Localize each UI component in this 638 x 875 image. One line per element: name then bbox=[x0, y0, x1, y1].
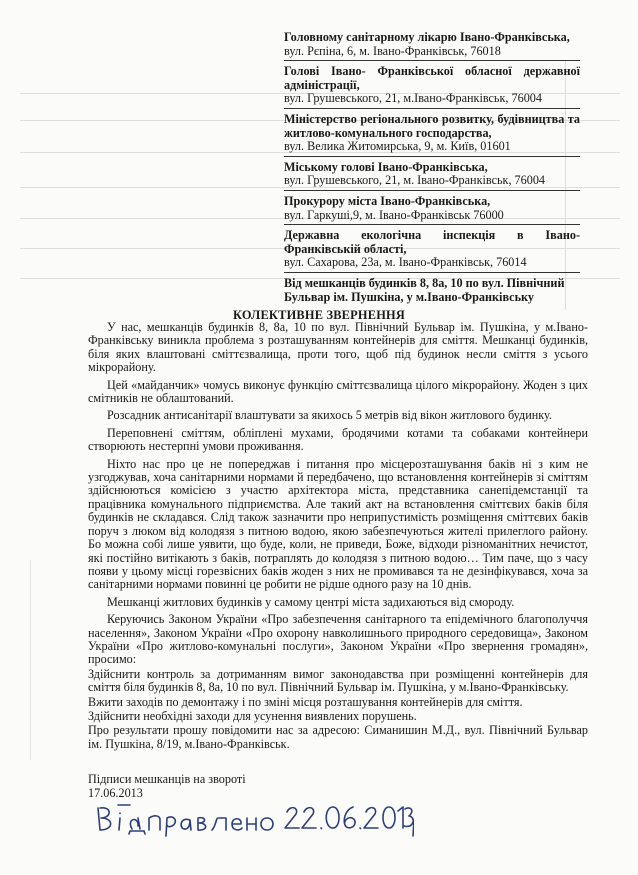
body-paragraph: Розсадник антисанітарії влаштувати за якихось 5 метрів від вікон житлового будинку. bbox=[107, 408, 552, 423]
body-paragraph: Ніхто нас про це не попереджав і питання про місцерозташування баків ні з ким не узгоджував, хоча санітарними нормами й передбачено, що встановлення контейнерів зі сміттям здійснюються комісією з участю архітектора міста, представника санепідемстанції та працівника комунального підприємства. Але такий акт на встановлення сміттєвих баків біля будинків не складався. Слід також зазначити про неприпустимість розміщення сміттєвих баків поруч з люком від колодязя з питною водою, якою забезпечуються жителі прилеглого району. Бо можна собі лише уявити, що буде, коли, не приведи, Боже, відходи різноманітних нечистот, які постійно витікають з баків, потраплять до колодязя з питною водою… Тим паче, що з часу появи у цьому місці горезвісних баків жоден з них не промивався та не дезінфікувався, хоча за санітарними нормами повинні це робити не рідше одного разу на 10 днів. bbox=[88, 456, 588, 592]
divider bbox=[284, 108, 580, 109]
recipient-name: Головному санітарному лікарю Івано-Франківська, bbox=[284, 30, 570, 44]
divider bbox=[284, 224, 580, 225]
recipient-6 bbox=[284, 229, 580, 273]
letter-body bbox=[88, 321, 588, 752]
body-paragraph: Мешканці житлових будинків у самому центрі міста задихаються від смороду. bbox=[107, 594, 515, 609]
recipient-address: вул. Грушевського, 21, м.Івано-Франківськ, 76004 bbox=[284, 91, 542, 106]
body-paragraph: Переповнені сміттям, обліплені мухами, бродячими котами та собаками контейнери створюють нестерпні умови проживання. bbox=[88, 425, 588, 454]
signature-block bbox=[88, 773, 246, 800]
divider bbox=[284, 60, 580, 61]
divider bbox=[284, 156, 580, 157]
recipient-address: вул. Грушевського, 21, м. Івано-Франківськ, 76004 bbox=[284, 173, 546, 188]
recipient-name: Міністерство регіонального розвитку, будівництва та житлово-комунального господарства, bbox=[284, 111, 580, 140]
document-date: 17.06.2013 bbox=[88, 785, 143, 800]
recipient-name: Державна екологічна інспекція в Івано-Франківській області, bbox=[284, 228, 580, 256]
divider bbox=[284, 190, 580, 191]
recipient-name: Прокурору міста Івано-Франківська, bbox=[284, 193, 491, 208]
recipient-address: вул. Велика Житомирська, 9, м. Київ, 01601 bbox=[284, 139, 511, 154]
handwritten-note bbox=[94, 798, 414, 838]
request-item: Про результати прошу повідомити нас за адресою: Симанишин М.Д., вул. Північний Бульвар ім. Пушкіна, 8/19, м.Івано-Франківськ. bbox=[88, 723, 588, 751]
body-paragraph: Керуючись Законом України «Про забезпечення санітарного та епідемічного благополуччя населення», Законом України «Про охорону навколишнього природного середовища», Законом України «Про житлово-комунальні послуги», Законом України «Про звернення громадян», просимо: bbox=[88, 612, 588, 667]
document-title: КОЛЕКТИВНЕ ЗВЕРНЕННЯ bbox=[232, 308, 406, 322]
recipient-4 bbox=[284, 161, 580, 191]
signatures-note: Підписи мешканців на звороті bbox=[88, 772, 246, 786]
recipient-address: вул. Рєпіна, 6, м. Івано-Франківськ, 76018 bbox=[284, 43, 501, 58]
recipient-address: вул. Гаркуші,9, м. Івано-Франківськ 76000 bbox=[284, 207, 504, 222]
recipient-name: Голові Івано- Франківської обласної державної адміністрації, bbox=[284, 64, 580, 92]
recipient-1 bbox=[284, 31, 580, 61]
request-item: Вжити заходів по демонтажу і по зміні місця розташування контейнерів для сміття. bbox=[88, 694, 523, 709]
body-paragraph: У нас, мешканців будинків 8, 8а, 10 по вул. Північний Бульвар ім. Пушкіна, у м.Івано-Франківську виникла проблема з розташуванням контейнерів для сміття. Мешканці будинків, біля яких влаштовані сміттєзвалища, проти того, щоб під будинок несли сміття з усього мікрорайону. bbox=[88, 320, 588, 375]
divider bbox=[284, 272, 580, 273]
request-item: Здійснити необхідні заходи для усунення виявлених порушень. bbox=[88, 708, 417, 723]
recipient-address: вул. Сахарова, 23а, м. Івано-Франківськ, 76014 bbox=[284, 255, 527, 270]
recipient-name: Міському голові Івано-Франківська, bbox=[284, 159, 488, 174]
recipient-5 bbox=[284, 195, 580, 225]
body-paragraph: Цей «майданчик» чомусь виконує функцію сміттєзвалища цілого мікрорайону. Жоден з цих смітників не облаштований. bbox=[88, 377, 588, 406]
recipients-block bbox=[284, 31, 580, 304]
recipient-3 bbox=[284, 113, 580, 157]
request-item: Здійснити контроль за дотриманням вимог законодавства при розміщенні контейнерів для сміття біля будинків 8, 8а, 10 по вул. Північний Бульвар ім. Пушкіна, у м.Івано-Франківську. bbox=[88, 666, 588, 695]
recipient-2 bbox=[284, 65, 580, 109]
sender-line: Від мешканців будинків 8, 8а, 10 по вул. Північний Бульвар ім. Пушкіна, у м.Івано-Франківську bbox=[284, 275, 565, 304]
